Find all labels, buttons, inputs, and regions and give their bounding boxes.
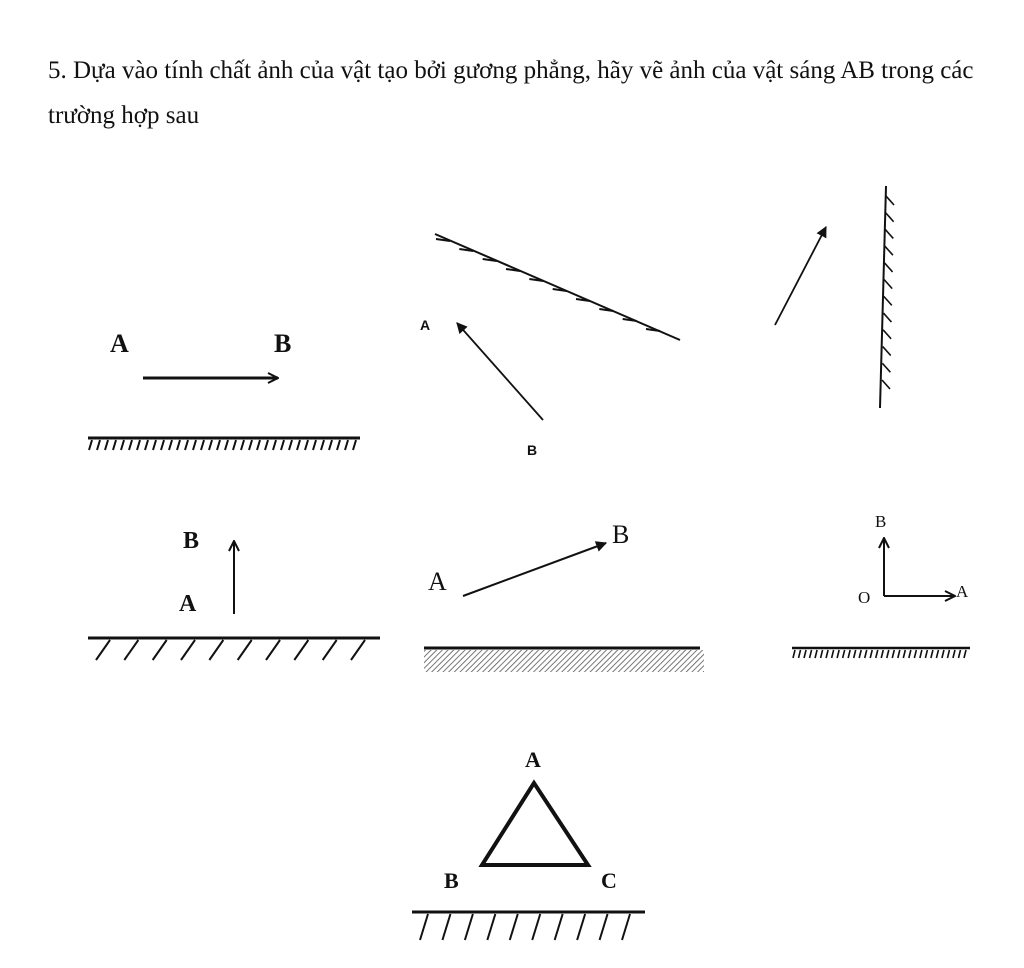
fig4-mirror	[88, 638, 380, 660]
figure-3	[775, 186, 894, 408]
fig3-object-arrow	[775, 227, 826, 325]
figure-7	[412, 747, 645, 940]
figure-5	[424, 520, 704, 672]
question-text: 5. Dựa vào tính chất ảnh của vật tạo bởi gương phẳng, hãy vẽ ảnh của vật sáng AB trong các trường hợp sau	[48, 57, 974, 129]
fig5-mirror	[424, 648, 704, 672]
fig2-object-arrow	[457, 323, 543, 420]
fig4-label-a: A	[179, 591, 197, 617]
figure-1	[88, 329, 360, 450]
fig1-mirror	[88, 438, 360, 450]
fig7-triangle	[482, 783, 588, 865]
fig4-label-b: B	[183, 528, 200, 554]
fig2-label-b: B	[527, 442, 538, 458]
fig2-mirror	[435, 234, 680, 340]
figure-4	[88, 528, 380, 660]
fig2-label-a: A	[420, 317, 431, 333]
fig6-label-a: A	[956, 582, 969, 601]
figure-6	[792, 512, 970, 658]
fig6-label-o: O	[858, 588, 871, 607]
fig3-mirror	[880, 186, 894, 408]
fig5-object-arrow	[463, 543, 606, 596]
fig7-mirror	[412, 912, 645, 940]
fig5-label-b: B	[612, 520, 630, 549]
fig6-mirror	[792, 648, 970, 658]
fig1-label-b: B	[274, 329, 292, 358]
fig5-label-a: A	[428, 567, 447, 596]
fig7-label-c: C	[601, 868, 617, 893]
fig6-label-b: B	[875, 512, 887, 531]
figure-2	[420, 234, 680, 458]
fig7-label-b: B	[444, 868, 459, 893]
fig1-label-a: A	[110, 329, 129, 358]
fig7-label-a: A	[525, 747, 541, 772]
